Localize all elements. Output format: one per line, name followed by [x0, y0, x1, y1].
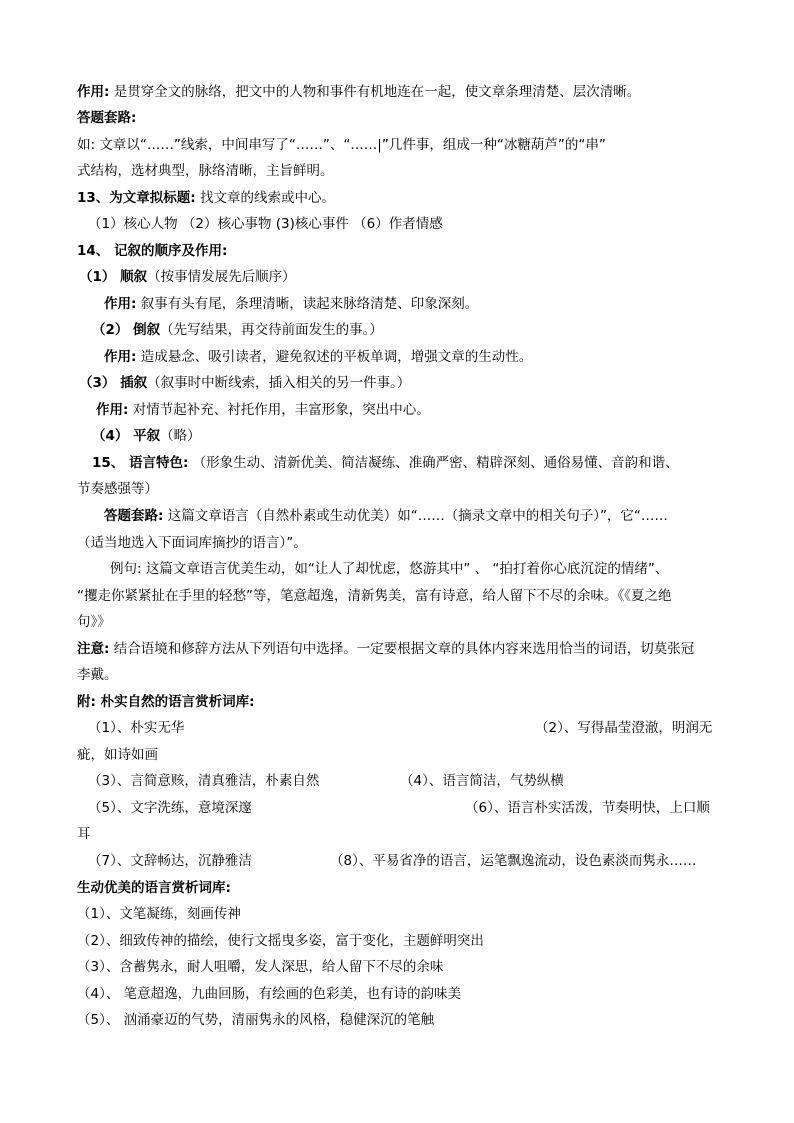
- plain-lexicon-heading: 附: 朴实自然的语言赏析词库:: [77, 694, 255, 710]
- order-1: （1） 顺叙（按事情发展先后顺序）: [79, 269, 296, 285]
- vivid-item-5: （5）、 汹涌豪迈的气势，清丽隽永的风格，稳健深沉的笔触: [77, 1012, 435, 1028]
- plain-item-6: （6）、语言朴实活泼，节奏明快，上口顺: [465, 800, 710, 816]
- title-options: （1）核心人物 （2）核心事物 (3)核心事件 （6）作者情感: [88, 216, 443, 232]
- order-3: （3） 插叙（叙事时中断线索，插入相关的另一件事。）: [79, 375, 411, 391]
- vivid-item-2: （2）、细致传神的描绘，使行文摇曳多姿，富于变化，主题鲜明突出: [77, 933, 484, 949]
- section-15-cont: 节奏感强等）: [77, 481, 158, 497]
- answer-pattern-heading: 答题套路:: [77, 110, 137, 126]
- order-2-function: 作用: 造成悬念、吸引读者，避免叙述的平板单调，增强文章的生动性。: [104, 349, 533, 365]
- example-sentence: 例句: 这篇文章语言优美生动，如“让人了却忧虑，悠游其中” 、 “拍打着你心底沉淀的情绪”、: [110, 561, 669, 577]
- order-2: （2） 倒叙（先写结果，再交待前面发生的事。）: [92, 322, 383, 338]
- note-line: 注意: 结合语境和修辞方法从下列语句中选择。一定要根据文章的具体内容来选用恰当的词语，切莫张冠: [77, 641, 695, 657]
- section-14-heading: 14、 记叙的顺序及作用:: [77, 243, 228, 259]
- answer-pattern-15-cont: （适当地选入下面词库摘抄的语言）”。: [77, 535, 307, 551]
- plain-item-6-cont: 耳: [77, 826, 91, 842]
- example-line: 如: 文章以“……”线索，中间串写了“……”、“……|”几件事，组成一种“冰糖葫芦”的“串”: [77, 137, 606, 153]
- vivid-item-4: （4）、 笔意超逸，九曲回肠，有绘画的色彩美，也有诗的韵味美: [77, 986, 462, 1002]
- note-line-cont: 李戴。: [77, 667, 118, 683]
- plain-item-2-cont: 疵，如诗如画: [77, 747, 158, 763]
- plain-item-3: （3）、言简意赅，清真雅洁，朴素自然: [88, 773, 320, 789]
- vivid-item-3: （3）、含蓄隽永，耐人咀嚼，发人深思，给人留下不尽的余味: [77, 959, 444, 975]
- example-line-cont: 式结构，选材典型，脉络清晰，主旨鲜明。: [77, 163, 334, 179]
- plain-item-8: （8）、平易省净的语言，运笔飘逸流动，设色素淡而隽永……: [330, 853, 697, 869]
- section-13-heading: 13、为文章拟标题: 找文章的线索或中心。: [77, 190, 335, 206]
- answer-pattern-15: 答题套路: 这篇文章语言（自然朴素或生动优美）如“……（摘录文章中的相关句子）”，它“……: [104, 508, 668, 524]
- plain-item-5: （5）、文字洗练，意境深邃: [88, 800, 252, 816]
- plain-item-2: （2）、写得晶莹澄澈，明润无: [535, 720, 713, 736]
- plain-item-1: （1）、朴实无华: [88, 720, 185, 736]
- plain-item-4: （4）、语言简洁，气势纵横: [400, 773, 564, 789]
- vivid-item-1: （1）、文笔凝练，刻画传神: [77, 906, 241, 922]
- example-sentence-cont: “攫走你紧紧扯在手里的轻愁”等，笔意超逸，清新隽美，富有诗意，给人留下不尽的余味。《《夏之绝: [77, 588, 672, 604]
- example-sentence-end: 句》》: [77, 614, 111, 630]
- order-3-function: 作用: 对情节起补充、衬托作用，丰富形象，突出中心。: [96, 402, 430, 418]
- order-4: （4） 平叙（略）: [92, 428, 201, 444]
- section-15-heading: 15、 语言特色: （形象生动、清新优美、简洁凝练、准确严密、精辟深刻、通俗易懂、音韵和谐、: [92, 455, 679, 471]
- order-1-function: 作用: 叙事有头有尾，条理清晰，读起来脉络清楚、印象深刻。: [104, 296, 479, 312]
- vivid-lexicon-heading: 生动优美的语言赏析词库:: [77, 880, 231, 896]
- function-line: 作用: 是贯穿全文的脉络，把文中的人物和事件有机地连在一起，使文章条理清楚、层次清晰。: [77, 84, 641, 100]
- plain-item-7: （7）、文辞畅达，沉静雅洁: [88, 853, 252, 869]
